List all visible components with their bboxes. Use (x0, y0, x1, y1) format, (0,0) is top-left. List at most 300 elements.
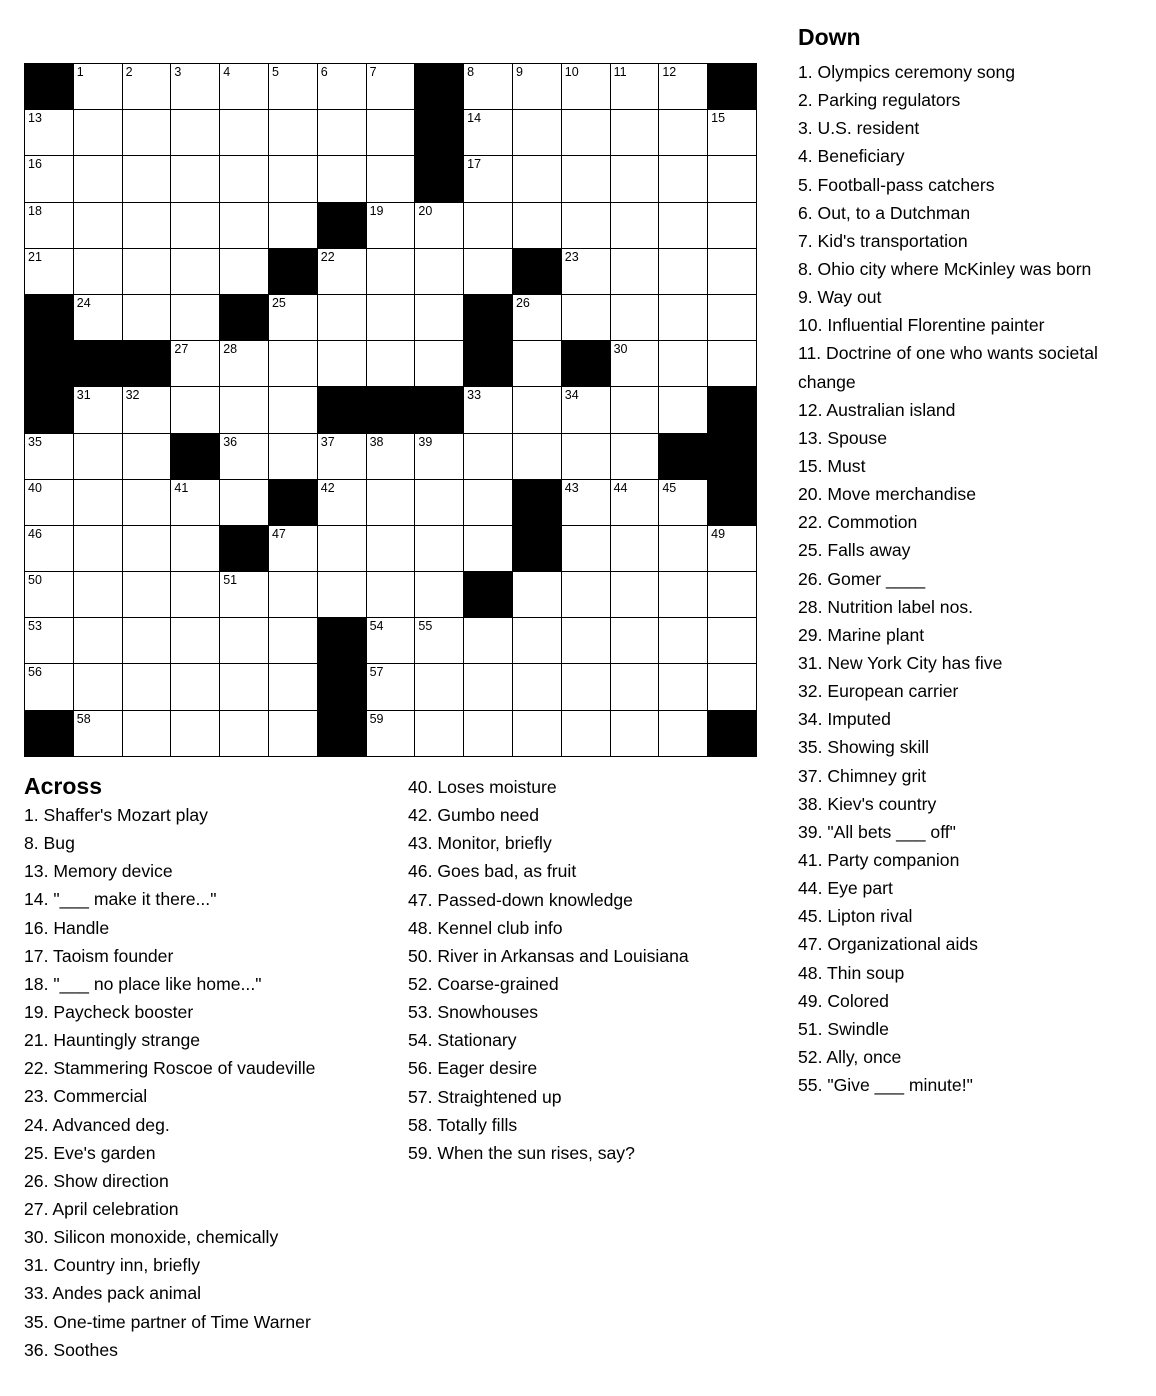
grid-cell[interactable] (513, 110, 562, 156)
cell-number: 2 (125, 65, 133, 79)
grid-cell[interactable] (171, 341, 220, 387)
grid-cell[interactable] (513, 341, 562, 387)
grid-cell[interactable] (513, 64, 562, 110)
across-clue[interactable]: 54. Stationary (408, 1030, 517, 1051)
grid-cell[interactable] (123, 387, 172, 433)
grid-cell[interactable] (74, 572, 123, 618)
down-clue[interactable]: 11. Doctrine of one who wants societal change (798, 343, 1098, 392)
across-clue[interactable]: 31. Country inn, briefly (24, 1255, 201, 1276)
block-cell (25, 711, 74, 757)
grid-cell[interactable] (708, 295, 757, 341)
grid-cell[interactable] (562, 295, 611, 341)
grid-cell[interactable] (25, 249, 74, 295)
down-clue[interactable]: 38. Kiev's country (798, 793, 937, 814)
across-clue[interactable]: 8. Bug (24, 833, 75, 854)
down-clue[interactable]: 25. Falls away (798, 540, 911, 561)
grid-cell[interactable] (415, 664, 464, 710)
grid-cell[interactable] (513, 203, 562, 249)
down-clue[interactable]: 3. U.S. resident (798, 118, 920, 139)
across-clue[interactable]: 52. Coarse-grained (408, 973, 559, 994)
grid-cell[interactable] (562, 387, 611, 433)
across-clue[interactable]: 46. Goes bad, as fruit (408, 861, 577, 882)
grid-cell[interactable] (367, 572, 416, 618)
across-clue[interactable]: 40. Loses moisture (408, 777, 557, 797)
down-clue[interactable]: 28. Nutrition label nos. (798, 596, 974, 617)
grid-cell[interactable] (708, 110, 757, 156)
cell-number: 57 (369, 665, 384, 680)
grid-cell[interactable] (659, 618, 708, 664)
down-clue[interactable]: 13. Spouse (798, 427, 888, 448)
grid-cell[interactable] (611, 664, 660, 710)
cell-number: 22 (320, 249, 335, 264)
cell-number: 25 (271, 295, 286, 310)
grid-cell[interactable] (367, 341, 416, 387)
grid-cell[interactable] (415, 434, 464, 480)
grid-cell[interactable] (318, 64, 367, 110)
cell-number: 58 (76, 711, 91, 726)
grid-cell[interactable] (659, 249, 708, 295)
grid-cell[interactable] (611, 480, 660, 526)
grid-cell[interactable] (220, 249, 269, 295)
grid-cell[interactable] (171, 664, 220, 710)
across-clue[interactable]: 48. Kennel club info (408, 917, 563, 938)
grid-cell[interactable] (367, 711, 416, 757)
grid-cell[interactable] (25, 434, 74, 480)
grid-cell[interactable] (220, 664, 269, 710)
grid-cell[interactable] (123, 664, 172, 710)
down-clue[interactable]: 20. Move merchandise (798, 484, 976, 505)
grid-cell[interactable] (464, 387, 513, 433)
grid-cell[interactable] (25, 156, 74, 202)
grid-cell[interactable] (171, 387, 220, 433)
block-cell (220, 295, 269, 341)
down-clue[interactable]: 55. "Give ___ minute!" (798, 1075, 973, 1096)
grid-cell[interactable] (74, 664, 123, 710)
across-clue[interactable]: 26. Show direction (24, 1170, 169, 1191)
grid-cell[interactable] (562, 249, 611, 295)
across-clue[interactable]: 42. Gumbo need (408, 805, 540, 826)
grid-cell[interactable] (513, 156, 562, 202)
grid-cell[interactable] (611, 618, 660, 664)
grid-cell[interactable] (659, 711, 708, 757)
grid-cell[interactable] (269, 203, 318, 249)
grid-cell[interactable] (74, 387, 123, 433)
grid-cell[interactable] (220, 341, 269, 387)
grid-cell[interactable] (659, 572, 708, 618)
block-cell (367, 387, 416, 433)
grid-cell[interactable] (708, 572, 757, 618)
grid-cell[interactable] (611, 110, 660, 156)
grid-cell[interactable] (562, 110, 611, 156)
grid-cell[interactable] (269, 618, 318, 664)
grid-cell[interactable] (562, 711, 611, 757)
down-clue[interactable]: 7. Kid's transportation (798, 230, 968, 251)
grid-cell[interactable] (367, 295, 416, 341)
across-clue[interactable]: 23. Commercial (24, 1086, 148, 1107)
grid-cell[interactable] (171, 480, 220, 526)
grid-cell[interactable] (464, 249, 513, 295)
grid-cell[interactable] (464, 480, 513, 526)
across-clue[interactable]: 36. Soothes (24, 1339, 118, 1360)
block-cell (415, 387, 464, 433)
down-clue[interactable]: 32. European carrier (798, 681, 959, 702)
cell-number: 11 (613, 65, 627, 79)
cell-number: 53 (28, 619, 42, 634)
grid-cell[interactable] (659, 156, 708, 202)
down-clue[interactable]: 49. Colored (798, 990, 889, 1011)
grid-cell[interactable] (74, 156, 123, 202)
grid-cell[interactable] (415, 572, 464, 618)
grid-cell[interactable] (415, 249, 464, 295)
grid-cell[interactable] (123, 110, 172, 156)
across-clue[interactable]: 35. One-time partner of Time Warner (24, 1311, 311, 1332)
down-clue[interactable]: 31. New York City has five (798, 652, 1003, 673)
across-clue[interactable]: 57. Straightened up (408, 1086, 562, 1107)
down-clue[interactable]: 35. Showing skill (798, 737, 930, 758)
grid-cell[interactable] (562, 664, 611, 710)
grid-cell[interactable] (74, 526, 123, 572)
grid-cell[interactable] (659, 664, 708, 710)
across-clue[interactable]: 47. Passed-down knowledge (408, 889, 633, 910)
across-clue[interactable]: 50. River in Arkansas and Louisiana (408, 945, 689, 966)
grid-cell[interactable] (415, 618, 464, 664)
cell-number: 6 (320, 65, 328, 79)
grid-cell[interactable] (464, 156, 513, 202)
down-heading: Down (798, 24, 861, 50)
grid-cell[interactable] (220, 434, 269, 480)
grid-cell[interactable] (123, 203, 172, 249)
grid-cell[interactable] (74, 110, 123, 156)
grid-cell[interactable] (367, 156, 416, 202)
down-clue[interactable]: 22. Commotion (798, 512, 918, 533)
grid-cell[interactable] (708, 341, 757, 387)
grid-cell[interactable] (318, 480, 367, 526)
grid-cell[interactable] (269, 295, 318, 341)
grid-cell[interactable] (513, 572, 562, 618)
grid-cell[interactable] (269, 110, 318, 156)
grid-cell[interactable] (464, 110, 513, 156)
across-clue[interactable]: 13. Memory device (24, 861, 173, 882)
across-clue[interactable]: 56. Eager desire (408, 1058, 538, 1079)
grid-cell[interactable] (415, 526, 464, 572)
down-clue[interactable]: 15. Must (798, 455, 866, 476)
block-cell (708, 387, 757, 433)
grid-cell[interactable] (269, 572, 318, 618)
grid-cell[interactable] (171, 64, 220, 110)
across-clue[interactable]: 1. Shaffer's Mozart play (24, 805, 208, 825)
down-clue[interactable]: 51. Swindle (798, 1018, 889, 1039)
grid-cell[interactable] (464, 711, 513, 757)
grid-cell[interactable] (220, 64, 269, 110)
across-clue[interactable]: 59. When the sun rises, say? (408, 1142, 635, 1163)
grid-cell[interactable] (269, 664, 318, 710)
grid-cell[interactable] (367, 618, 416, 664)
grid-cell[interactable] (123, 295, 172, 341)
grid-cell[interactable] (74, 618, 123, 664)
grid-cell[interactable] (611, 572, 660, 618)
grid-cell[interactable] (464, 618, 513, 664)
across-clue[interactable]: 43. Monitor, briefly (408, 833, 552, 854)
grid-cell[interactable] (367, 480, 416, 526)
grid-cell[interactable] (415, 203, 464, 249)
grid-cell[interactable] (220, 711, 269, 757)
down-clue[interactable]: 37. Chimney grit (798, 765, 927, 786)
across-clue[interactable]: 30. Silicon monoxide, chemically (24, 1227, 279, 1248)
cell-number: 55 (418, 619, 433, 634)
across-clue[interactable]: 27. April celebration (24, 1198, 179, 1219)
cell-number: 24 (76, 295, 91, 310)
down-clue[interactable]: 5. Football-pass catchers (798, 174, 995, 195)
across-clue[interactable]: 22. Stammering Roscoe of vaudeville (24, 1058, 316, 1079)
grid-cell[interactable] (25, 526, 74, 572)
grid-cell[interactable] (367, 64, 416, 110)
down-clue[interactable]: 9. Way out (798, 287, 882, 308)
grid-cell[interactable] (659, 387, 708, 433)
grid-cell[interactable] (220, 110, 269, 156)
grid-cell[interactable] (562, 434, 611, 480)
grid-cell[interactable] (318, 572, 367, 618)
across-clue[interactable]: 19. Paycheck booster (24, 1001, 194, 1022)
down-clue[interactable]: 29. Marine plant (798, 624, 925, 645)
grid-cell[interactable] (269, 64, 318, 110)
grid-cell[interactable] (25, 203, 74, 249)
across-clue[interactable]: 18. "___ no place like home..." (24, 973, 262, 994)
down-clue[interactable]: 2. Parking regulators (798, 90, 961, 111)
grid-cell[interactable] (171, 249, 220, 295)
cell-number: 34 (564, 388, 579, 403)
grid-cell[interactable] (171, 203, 220, 249)
down-clue[interactable]: 4. Beneficiary (798, 146, 905, 167)
cell-number: 56 (28, 665, 42, 680)
across-clue[interactable]: 16. Handle (24, 917, 110, 938)
grid-cell[interactable] (25, 110, 74, 156)
grid-cell[interactable] (464, 203, 513, 249)
grid-cell[interactable] (367, 110, 416, 156)
cell-number: 38 (369, 434, 384, 449)
grid-cell[interactable] (220, 572, 269, 618)
grid-cell[interactable] (25, 664, 74, 710)
grid-cell[interactable] (123, 618, 172, 664)
across-clue[interactable]: 53. Snowhouses (408, 1002, 539, 1023)
grid-cell[interactable] (513, 434, 562, 480)
grid-cell[interactable] (513, 711, 562, 757)
grid-cell[interactable] (415, 480, 464, 526)
across-clue[interactable]: 21. Hauntingly strange (24, 1030, 201, 1051)
grid-cell[interactable] (708, 526, 757, 572)
block-cell (318, 387, 367, 433)
cell-number: 35 (28, 434, 42, 449)
grid-cell[interactable] (74, 480, 123, 526)
grid-cell[interactable] (220, 618, 269, 664)
down-clue[interactable]: 41. Party companion (798, 849, 960, 870)
grid-cell[interactable] (171, 618, 220, 664)
grid-cell[interactable] (74, 249, 123, 295)
grid-cell[interactable] (269, 387, 318, 433)
grid-cell[interactable] (171, 156, 220, 202)
grid-cell[interactable] (562, 480, 611, 526)
grid-cell[interactable] (269, 711, 318, 757)
down-clue[interactable]: 10. Influential Florentine painter (798, 315, 1045, 336)
grid-cell[interactable] (659, 64, 708, 110)
down-clue[interactable]: 44. Eye part (798, 878, 893, 899)
grid-cell[interactable] (74, 295, 123, 341)
block-cell (269, 249, 318, 295)
grid-cell[interactable] (562, 156, 611, 202)
grid-cell[interactable] (708, 203, 757, 249)
grid-cell[interactable] (464, 664, 513, 710)
grid-cell[interactable] (318, 434, 367, 480)
grid-cell[interactable] (708, 156, 757, 202)
down-clue[interactable]: 34. Imputed (798, 709, 891, 730)
grid-cell[interactable] (611, 434, 660, 480)
across-clue[interactable]: 25. Eve's garden (24, 1142, 156, 1163)
grid-cell[interactable] (318, 526, 367, 572)
grid-cell[interactable] (611, 341, 660, 387)
grid-cell[interactable] (611, 711, 660, 757)
cell-number: 3 (174, 65, 182, 79)
cell-number: 4 (223, 65, 231, 79)
across-clue[interactable]: 33. Andes pack animal (24, 1283, 202, 1304)
down-clue[interactable]: 1. Olympics ceremony song (798, 62, 1016, 82)
cell-number: 8 (467, 65, 475, 79)
grid-cell[interactable] (562, 64, 611, 110)
grid-cell[interactable] (220, 203, 269, 249)
down-clue[interactable]: 26. Gomer ____ (798, 568, 926, 589)
grid-cell[interactable] (562, 526, 611, 572)
down-clue[interactable]: 45. Lipton rival (798, 906, 913, 927)
grid-cell[interactable] (318, 110, 367, 156)
grid-cell[interactable] (269, 434, 318, 480)
cell-number: 50 (28, 573, 42, 588)
grid-cell[interactable] (708, 618, 757, 664)
grid-cell[interactable] (464, 64, 513, 110)
grid-cell[interactable] (611, 64, 660, 110)
cell-number: 32 (125, 388, 140, 403)
grid-cell[interactable] (513, 295, 562, 341)
grid-cell[interactable] (611, 295, 660, 341)
grid-cell[interactable] (611, 156, 660, 202)
grid-cell[interactable] (367, 434, 416, 480)
down-clue[interactable]: 52. Ally, once (798, 1046, 902, 1067)
grid-cell[interactable] (123, 434, 172, 480)
grid-cell[interactable] (611, 526, 660, 572)
grid-cell[interactable] (611, 249, 660, 295)
grid-cell[interactable] (220, 480, 269, 526)
grid-cell[interactable] (171, 572, 220, 618)
grid-cell[interactable] (171, 711, 220, 757)
grid-cell[interactable] (318, 156, 367, 202)
grid-cell[interactable] (269, 526, 318, 572)
down-clue[interactable]: 39. "All bets ___ off" (798, 821, 956, 842)
across-clue[interactable]: 14. "___ make it there..." (24, 889, 217, 910)
cell-number: 18 (28, 203, 42, 218)
grid-cell[interactable] (367, 203, 416, 249)
grid-cell[interactable] (659, 480, 708, 526)
grid-cell[interactable] (220, 387, 269, 433)
grid-cell[interactable] (659, 203, 708, 249)
cell-number: 17 (467, 157, 482, 172)
grid-cell[interactable] (25, 480, 74, 526)
grid-cell[interactable] (367, 249, 416, 295)
grid-cell[interactable] (513, 664, 562, 710)
grid-cell[interactable] (318, 249, 367, 295)
across-clue[interactable]: 17. Taoism founder (24, 945, 174, 966)
grid-cell[interactable] (220, 156, 269, 202)
grid-cell[interactable] (562, 203, 611, 249)
cell-number: 28 (223, 342, 238, 357)
across-clue[interactable]: 24. Advanced deg. (24, 1114, 170, 1135)
grid-cell[interactable] (74, 64, 123, 110)
grid-cell[interactable] (659, 526, 708, 572)
grid-cell[interactable] (171, 526, 220, 572)
grid-cell[interactable] (611, 387, 660, 433)
grid-cell[interactable] (123, 480, 172, 526)
block-cell (415, 156, 464, 202)
grid-cell[interactable] (708, 249, 757, 295)
grid-cell[interactable] (659, 110, 708, 156)
down-clue[interactable]: 48. Thin soup (798, 962, 905, 983)
grid-cell[interactable] (611, 203, 660, 249)
grid-cell[interactable] (123, 64, 172, 110)
grid-cell[interactable] (415, 295, 464, 341)
block-cell (318, 711, 367, 757)
grid-cell[interactable] (74, 711, 123, 757)
grid-cell[interactable] (464, 526, 513, 572)
grid-cell[interactable] (367, 664, 416, 710)
cell-number: 45 (662, 480, 677, 495)
grid-cell[interactable] (318, 295, 367, 341)
cell-number: 1 (76, 65, 84, 79)
down-clue[interactable]: 12. Australian island (798, 399, 956, 420)
grid-cell[interactable] (367, 526, 416, 572)
grid-cell[interactable] (269, 341, 318, 387)
grid-cell[interactable] (25, 618, 74, 664)
grid-cell[interactable] (659, 341, 708, 387)
down-clue[interactable]: 6. Out, to a Dutchman (798, 202, 971, 223)
grid-cell[interactable] (708, 664, 757, 710)
grid-cell[interactable] (123, 572, 172, 618)
block-cell (464, 572, 513, 618)
grid-cell[interactable] (562, 618, 611, 664)
across-clue[interactable]: 58. Totally fills (408, 1114, 518, 1135)
grid-cell[interactable] (123, 156, 172, 202)
cell-number: 36 (223, 434, 238, 449)
grid-cell[interactable] (513, 387, 562, 433)
grid-cell[interactable] (74, 434, 123, 480)
grid-cell[interactable] (25, 572, 74, 618)
grid-cell[interactable] (415, 341, 464, 387)
down-clue[interactable]: 47. Organizational aids (798, 934, 978, 955)
grid-cell[interactable] (269, 156, 318, 202)
grid-cell[interactable] (659, 295, 708, 341)
across-clue-list-column-2 (408, 773, 689, 1167)
grid-cell[interactable] (74, 203, 123, 249)
grid-cell[interactable] (562, 572, 611, 618)
grid-cell[interactable] (123, 249, 172, 295)
grid-cell[interactable] (123, 526, 172, 572)
grid-cell[interactable] (318, 341, 367, 387)
block-cell (464, 295, 513, 341)
grid-cell[interactable] (513, 618, 562, 664)
grid-cell[interactable] (464, 434, 513, 480)
grid-cell[interactable] (171, 110, 220, 156)
block-cell (659, 434, 708, 480)
grid-cell[interactable] (415, 711, 464, 757)
down-clue[interactable]: 8. Ohio city where McKinley was born (798, 258, 1092, 279)
cell-number: 59 (369, 711, 384, 726)
grid-cell[interactable] (123, 711, 172, 757)
grid-cell[interactable] (171, 295, 220, 341)
